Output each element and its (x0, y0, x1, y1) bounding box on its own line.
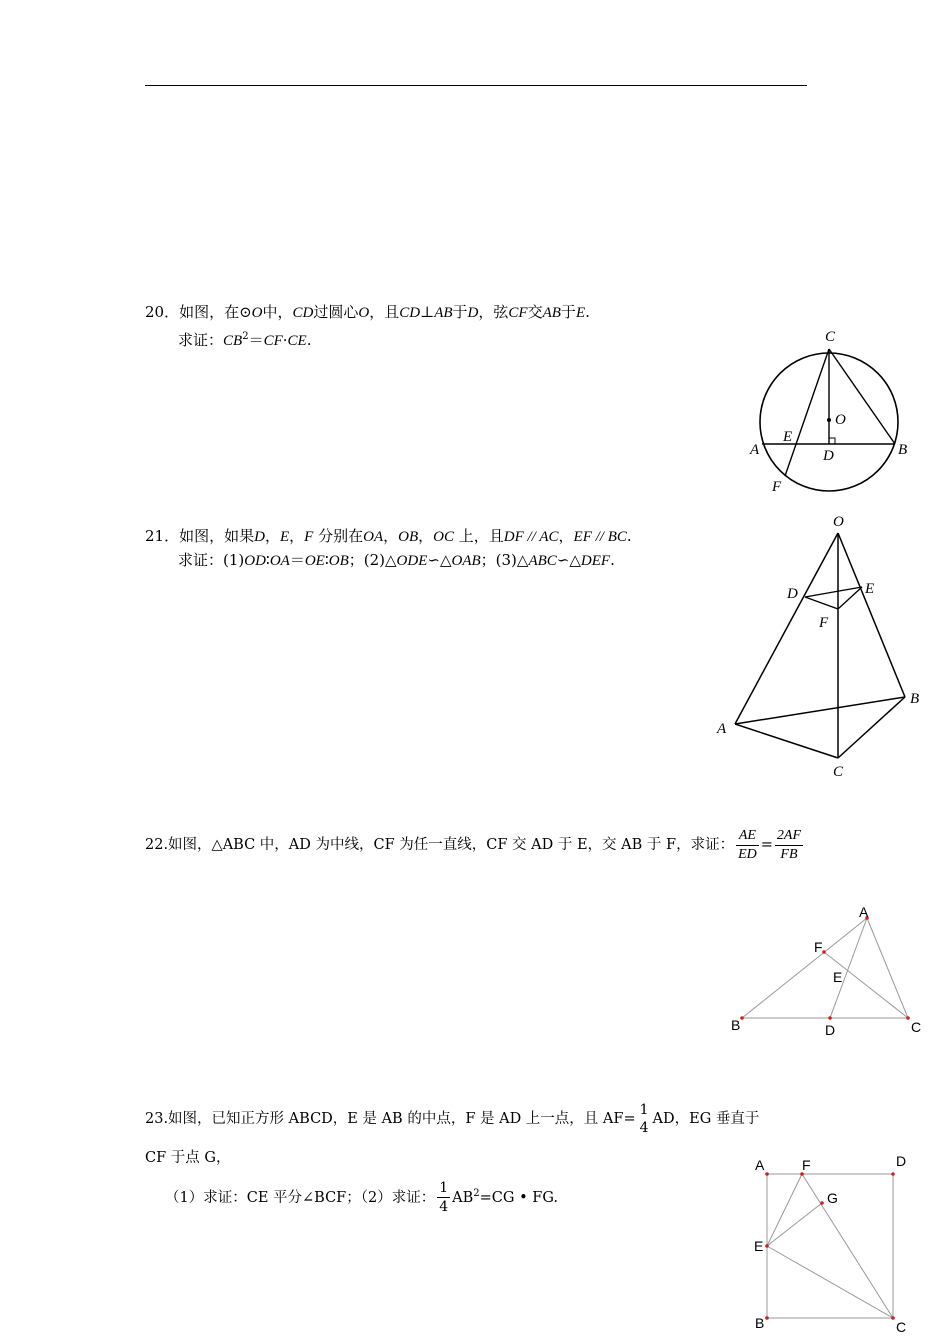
label-d: D (787, 586, 798, 602)
label-b: B (755, 1315, 765, 1331)
label-a: A (859, 904, 869, 920)
label-o: O (835, 412, 846, 428)
fraction-one-quarter: 1 4 (639, 1102, 649, 1136)
fraction-ae-ed: $\frac{AE}{ED}$ (738, 827, 757, 862)
label-a: A (717, 721, 727, 737)
label-a: A (750, 442, 760, 458)
label-f: F (802, 1157, 811, 1173)
point-e (765, 1244, 769, 1248)
segment-ef (767, 1174, 802, 1246)
problem-23-line-2: CF 于点 G， (145, 1150, 231, 1166)
point-c (891, 1316, 895, 1320)
label-e: E (865, 581, 875, 597)
label-d: D (823, 448, 834, 464)
label-e: E (833, 969, 843, 985)
label-c: C (825, 329, 836, 345)
segment-eg (767, 1203, 822, 1246)
point-g (820, 1201, 824, 1205)
point-d (891, 1172, 895, 1176)
problem-number: 21． (145, 527, 180, 545)
problem-23-line-1: 23.如图，已知正方形 ABCD，E 是 AB 的中点，F 是 AD 上一点，且 AF= 1 4 AD，EG 垂直于 (145, 1102, 760, 1136)
problem-number: 20． (145, 303, 180, 321)
label-g: G (827, 1190, 838, 1206)
label-f: F (814, 939, 823, 955)
problem-23-line-3: （1）求证：CE 平分∠BCF；（2）求证： $\frac{1}{4}$ $AB^2=CG$ • FG. (165, 1180, 558, 1216)
label-a: A (755, 1157, 765, 1173)
problem-20-line-2: 求证：$CB^2=CF\cdot CE$. (178, 331, 312, 349)
label-f: F (819, 615, 829, 631)
label-b: B (910, 691, 920, 707)
label-o: O (833, 514, 844, 530)
label-c: C (833, 764, 844, 780)
label-c: C (896, 1319, 907, 1335)
label-d: D (825, 1022, 836, 1038)
problem-20-line-1: 20．如图，在⊙O中，CD过圆心O，且CD⊥AB于D，弦CF交AB于E. (145, 303, 590, 321)
label-c: C (911, 1019, 922, 1035)
problem-21-line-1: 21．如图，如果D，E，F 分别在OA，OB，OC 上，且DF // AC，EF // BC. (145, 527, 632, 545)
fraction-2af-fb: $\frac{2AF}{FB}$ (776, 827, 802, 862)
label-b: B (731, 1017, 741, 1033)
label-f: F (772, 479, 782, 495)
problem-21-line-2: 求证：(1)OD∶OA＝OE∶OB；(2)△ODE∽△OAB；(3)△ABC∽△DEF. (178, 551, 615, 569)
label-b: B (898, 442, 908, 458)
label-e: E (783, 429, 793, 445)
fraction-one-quarter-2: $\frac{1}{4}$ (439, 1180, 449, 1216)
segment-fc (802, 1174, 893, 1318)
label-e: E (754, 1238, 764, 1254)
point-b (765, 1316, 769, 1320)
problem-22-line-1: 22.如图，△ABC 中，AD 为中线，CF 为任一直线，CF 交 AD 于 E，交 AB 于 F，求证： $\frac{AE}{ED}$ = $\frac{2AF}{FB}$ (145, 827, 802, 862)
segment-ec (767, 1246, 893, 1318)
point-a (765, 1172, 769, 1176)
label-d: D (896, 1153, 907, 1169)
